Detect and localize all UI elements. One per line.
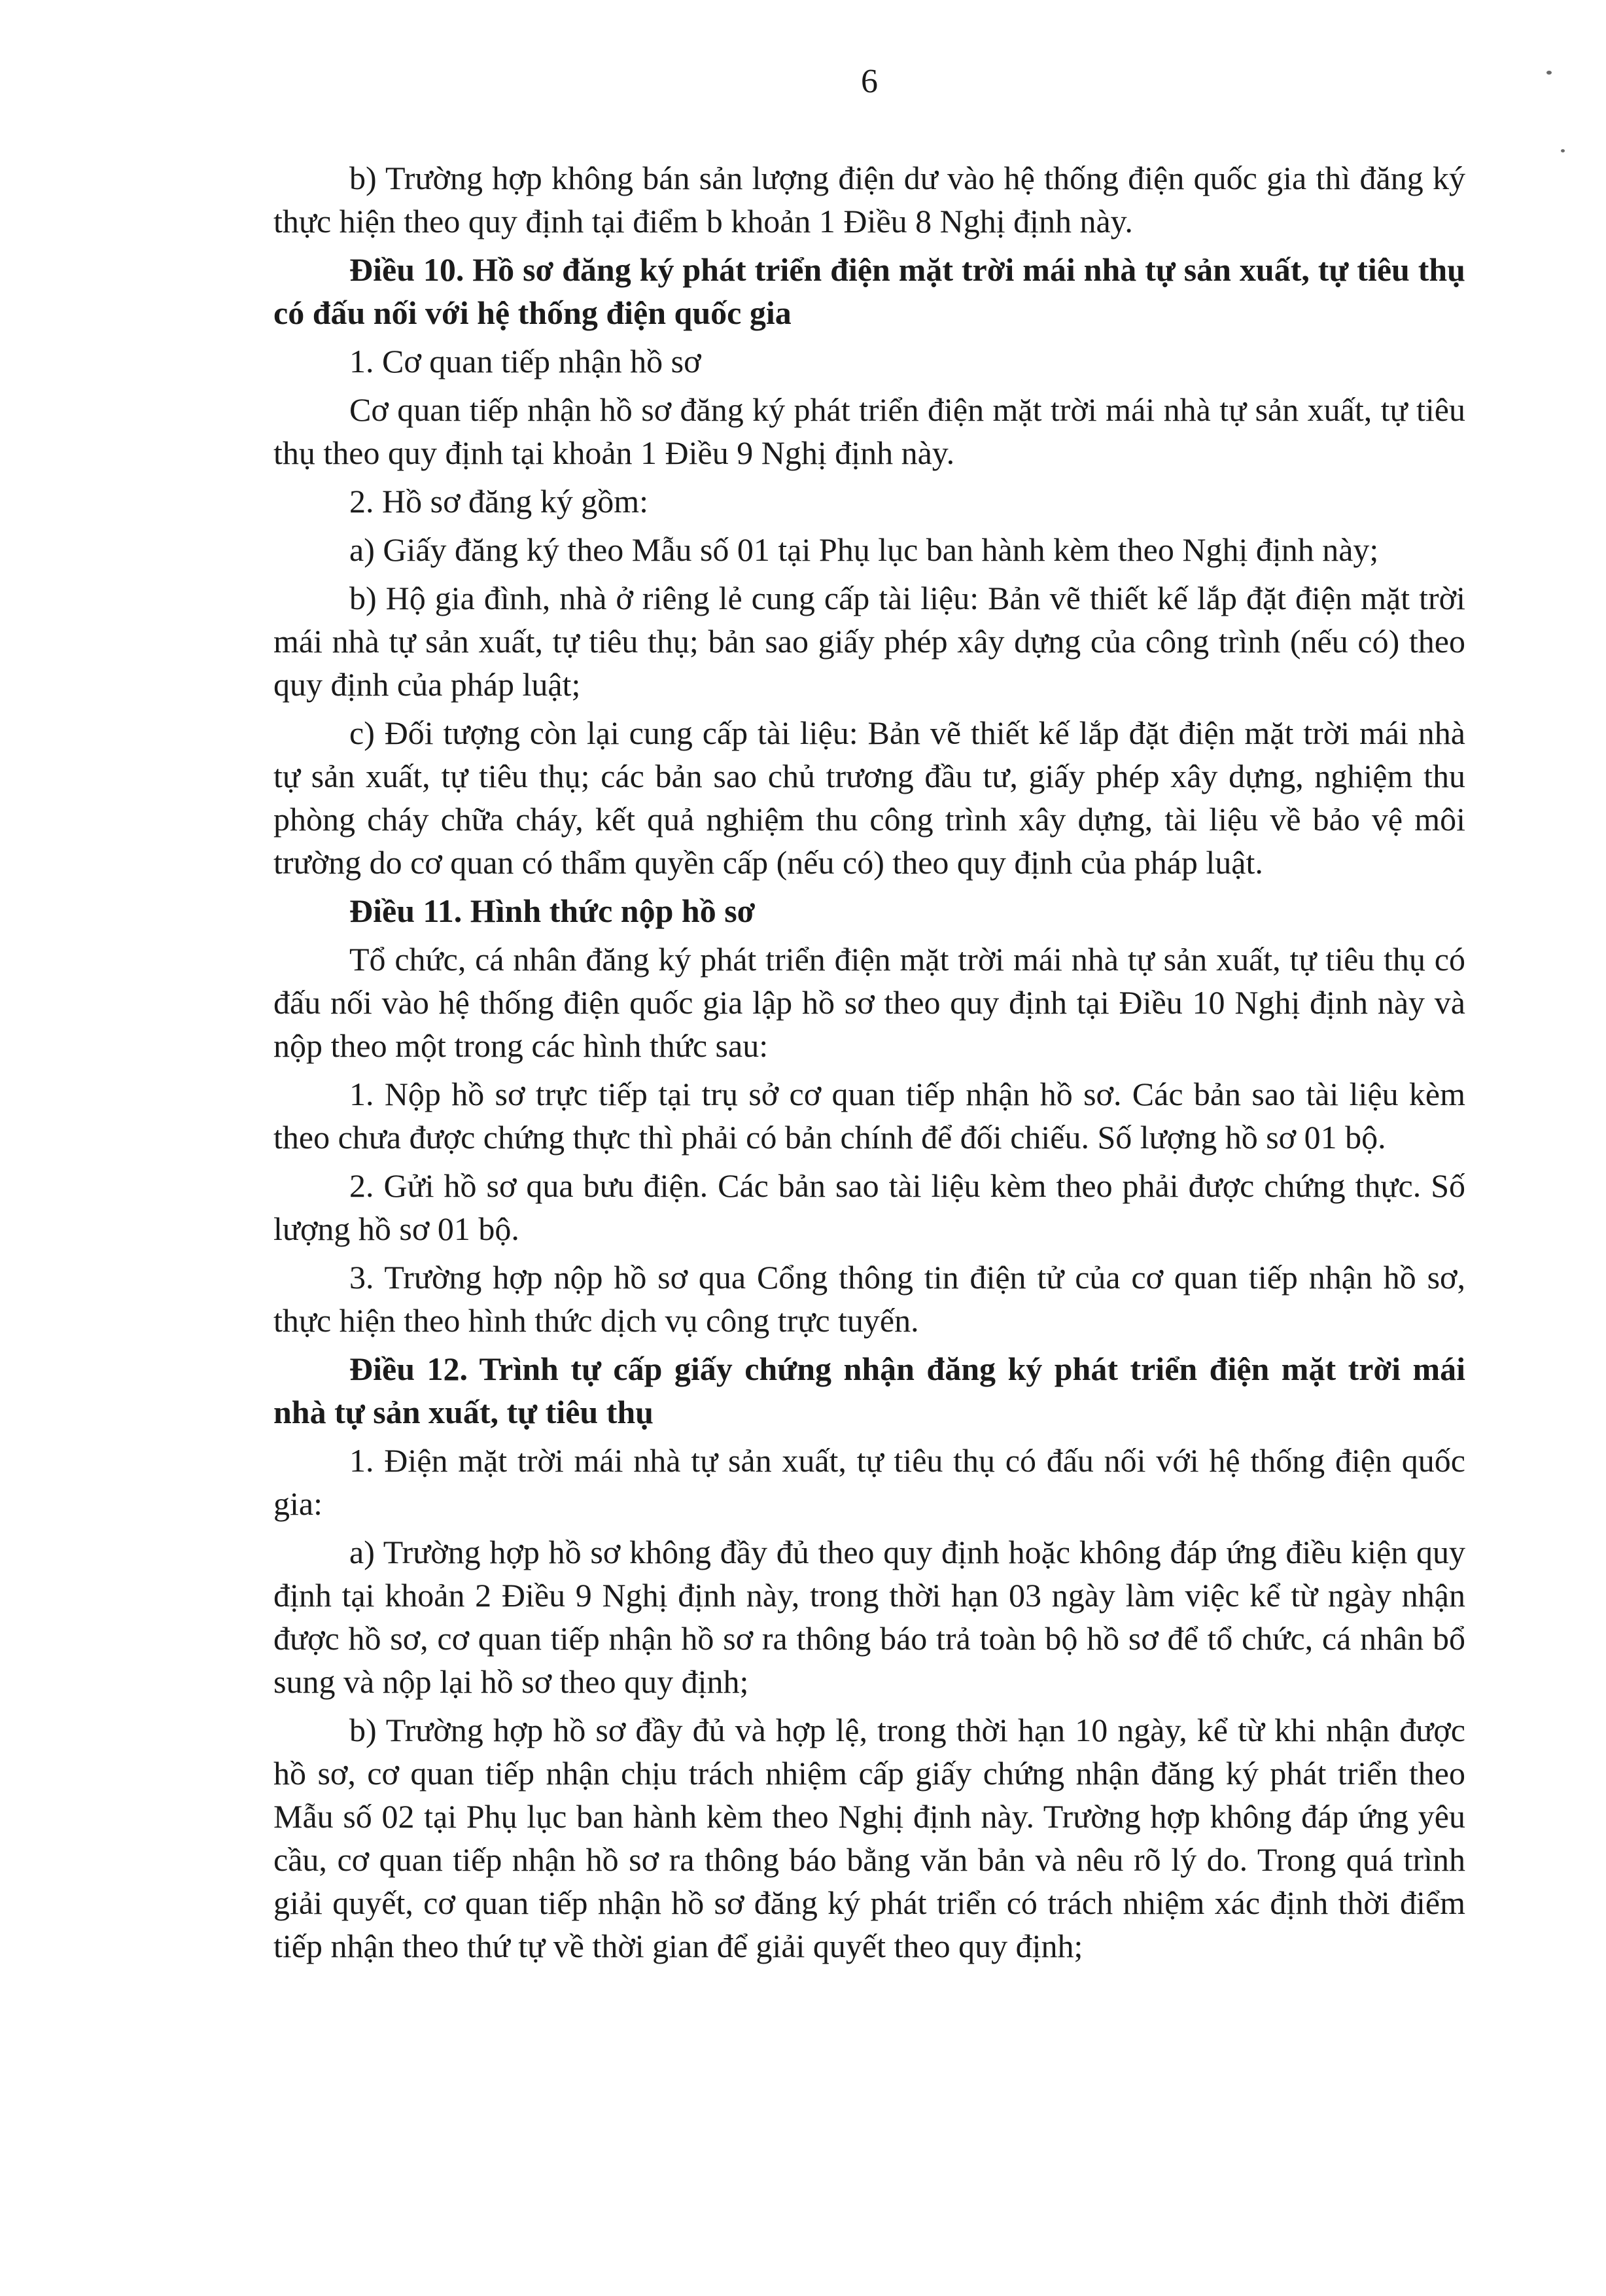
paragraph: b) Trường hợp hồ sơ đầy đủ và hợp lệ, trong thời hạn 10 ngày, kể từ khi nhận được hồ sơ, cơ quan tiếp nhận chịu trách nhiệm cấp giấy chứng nhận đăng ký phát triển theo Mẫu số 02 tại Phụ lục ban hành kèm theo Nghị định này. Trường hợp không đáp ứng yêu cầu, cơ quan tiếp nhận hồ sơ ra thông báo bằng văn bản và nêu rõ lý do. Trong quá trình giải quyết, cơ quan tiếp nhận hồ sơ đăng ký phát triển có trách nhiệm xác định thời điểm tiếp nhận theo thứ tự về thời gian để giải quyết theo quy định; xyxy=(273,1712,1465,1964)
page-number: 6 xyxy=(861,63,878,100)
article-heading-12: Điều 12. Trình tự cấp giấy chứng nhận đăng ký phát triển điện mặt trời mái nhà tự sản xuất, tự tiêu thụ xyxy=(273,1351,1465,1430)
paragraph: c) Đối tượng còn lại cung cấp tài liệu: Bản vẽ thiết kế lắp đặt điện mặt trời mái nhà tự sản xuất, tự tiêu thụ; các bản sao chủ trương đầu tư, giấy phép xây dựng, nghiệm thu phòng cháy chữa cháy, kết quả nghiệm thu công trình xây dựng, tài liệu về bảo vệ môi trường do cơ quan có thẩm quyền cấp (nếu có) theo quy định của pháp luật. xyxy=(273,715,1465,881)
paragraph: 1. Điện mặt trời mái nhà tự sản xuất, tự tiêu thụ có đấu nối với hệ thống điện quốc gia: xyxy=(273,1442,1465,1522)
paragraph: Cơ quan tiếp nhận hồ sơ đăng ký phát triển điện mặt trời mái nhà tự sản xuất, tự tiêu thụ theo quy định tại khoản 1 Điều 9 Nghị định này. xyxy=(273,391,1465,471)
paragraph: b) Trường hợp không bán sản lượng điện dư vào hệ thống điện quốc gia thì đăng ký thực hiện theo quy định tại điểm b khoản 1 Điều 8 Nghị định này. xyxy=(273,160,1465,239)
paragraph: Tổ chức, cá nhân đăng ký phát triển điện mặt trời mái nhà tự sản xuất, tự tiêu thụ có đấu nối vào hệ thống điện quốc gia lập hồ sơ theo quy định tại Điều 10 Nghị định này và nộp theo một trong các hình thức sau: xyxy=(273,941,1465,1064)
paragraph: b) Hộ gia đình, nhà ở riêng lẻ cung cấp tài liệu: Bản vẽ thiết kế lắp đặt điện mặt trời mái nhà tự sản xuất, tự tiêu thụ; bản sao giấy phép xây dựng của công trình (nếu có) theo quy định của pháp luật; xyxy=(273,580,1465,703)
paragraph: a) Giấy đăng ký theo Mẫu số 01 tại Phụ lục ban hành kèm theo Nghị định này; xyxy=(349,531,1379,568)
paragraph: 3. Trường hợp nộp hồ sơ qua Cổng thông tin điện tử của cơ quan tiếp nhận hồ sơ, thực hiện theo hình thức dịch vụ công trực tuyến. xyxy=(273,1259,1465,1339)
article-heading-10: Điều 10. Hồ sơ đăng ký phát triển điện mặt trời mái nhà tự sản xuất, tự tiêu thụ có đấu nối với hệ thống điện quốc gia xyxy=(273,251,1465,331)
scan-speck xyxy=(1561,149,1565,152)
paragraph: 2. Gửi hồ sơ qua bưu điện. Các bản sao tài liệu kèm theo phải được chứng thực. Số lượng hồ sơ 01 bộ. xyxy=(273,1167,1465,1247)
paragraph: 1. Nộp hồ sơ trực tiếp tại trụ sở cơ quan tiếp nhận hồ sơ. Các bản sao tài liệu kèm theo chưa được chứng thực thì phải có bản chính để đối chiếu. Số lượng hồ sơ 01 bộ. xyxy=(273,1076,1465,1156)
paragraph: a) Trường hợp hồ sơ không đầy đủ theo quy định hoặc không đáp ứng điều kiện quy định tại khoản 2 Điều 9 Nghị định này, trong thời hạn 03 ngày làm việc kể từ ngày nhận được hồ sơ, cơ quan tiếp nhận hồ sơ ra thông báo trả toàn bộ hồ sơ để tổ chức, cá nhân bổ sung và nộp lại hồ sơ theo quy định; xyxy=(273,1534,1465,1700)
paragraph: 2. Hồ sơ đăng ký gồm: xyxy=(349,483,648,520)
paragraph: 1. Cơ quan tiếp nhận hồ sơ xyxy=(349,343,701,380)
article-heading-11: Điều 11. Hình thức nộp hồ sơ xyxy=(349,892,756,929)
document-body xyxy=(273,156,1465,1968)
scan-speck xyxy=(1546,71,1552,75)
